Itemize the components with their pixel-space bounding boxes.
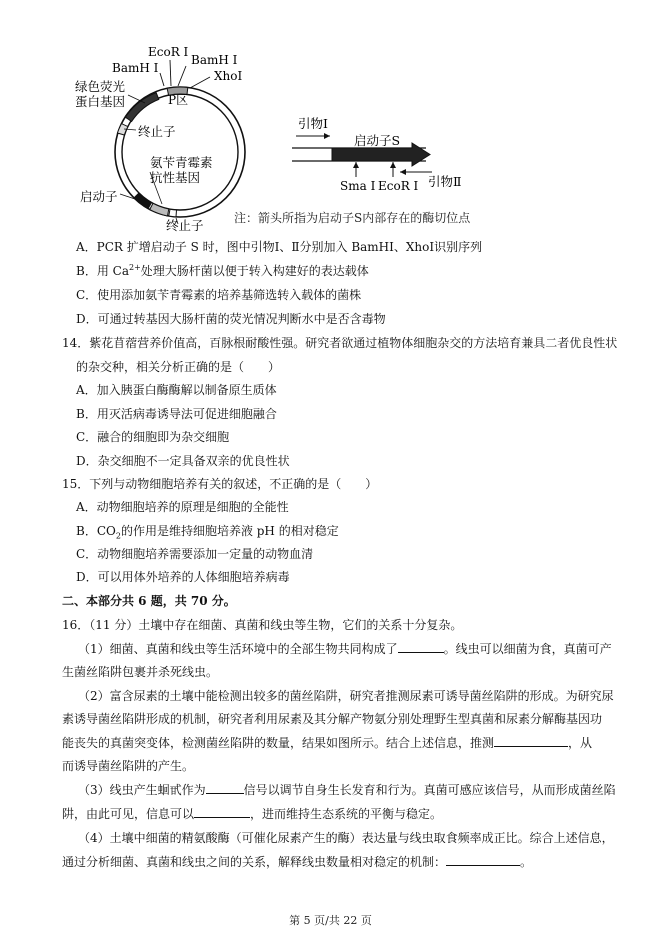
amp-label-line2: 抗性基因 <box>150 170 201 185</box>
primer2-label: 引物Ⅱ <box>428 174 462 189</box>
q16-p4-answer-blank[interactable] <box>446 853 520 866</box>
q15-option-b-pre: B．CO <box>76 524 116 538</box>
q16-p3-d: ，进而维持生态系统的平衡与稳定。 <box>250 807 443 821</box>
q16-p1-a: （1）细菌、真菌和线虫等生活环境中的全部生物共同构成了 <box>78 642 398 656</box>
q16-part4-line2 <box>62 853 532 871</box>
plasmid-xhoi-label: XhoⅠ <box>214 69 243 83</box>
amp-label-line1: 氨苄青霉素 <box>150 155 213 170</box>
q13-option-b-post: 处理大肠杆菌以便于转入构建好的表达载体 <box>140 264 369 278</box>
q16-stem: 16．（11 分）土壤中存在细菌、真菌和线虫等生物，它们的关系十分复杂。 <box>62 618 463 632</box>
q14-option-b: B．用灭活病毒诱导法可促进细胞融合 <box>76 407 277 421</box>
q16-part2-line3 <box>62 734 592 752</box>
q16-p3-answer-blank-1[interactable] <box>206 781 244 794</box>
plasmid-bamhi-left-label: BamH Ⅰ <box>112 61 159 75</box>
q14-option-c: C．融合的细胞即为杂交细胞 <box>76 430 230 444</box>
terminator-lower-segment <box>169 209 177 217</box>
plasmid-bamhi-right-label: BamH Ⅰ <box>191 53 238 67</box>
q15-option-b-post: 的作用是维持细胞培养液 pH 的相对稳定 <box>120 524 339 538</box>
q13-option-d: D．可通过转基因大肠杆菌的荧光情况判断水中是否含毒物 <box>76 312 386 326</box>
q16-p2-d: ，从 <box>568 736 593 750</box>
q16-p4-c: 。 <box>520 855 533 869</box>
primer2-arrowhead <box>400 169 406 175</box>
q15-option-b <box>76 522 339 540</box>
q15-option-b-sub: 2 <box>115 531 121 541</box>
q16-p2-answer-blank[interactable] <box>494 734 568 747</box>
gfp-label-line2: 蛋白基因 <box>75 94 126 109</box>
q15-option-c: C．动物细胞培养需要添加一定量的动物血清 <box>76 547 314 561</box>
q13-option-b-pre: B．用 Ca <box>76 264 129 278</box>
q15-option-d: D．可以用体外培养的人体细胞培养病毒 <box>76 570 290 584</box>
ecori-site-arrowhead <box>390 162 396 168</box>
gfp-gene-segment <box>125 93 158 122</box>
bamhi-left-tick <box>160 73 164 86</box>
q16-part2-line1: （2）富含尿素的土壤中能检测出较多的菌丝陷阱，研究者推测尿素可诱导菌丝陷阱的形成。为研究尿 <box>78 689 614 703</box>
terminator-lower-label: 终止子 <box>166 218 204 233</box>
primer1-arrowhead <box>324 133 330 139</box>
section-2-heading: 二、本部分共 6 题，共 70 分。 <box>62 594 236 608</box>
q13-option-a: A．PCR 扩增启动子 S 时，图中引物Ⅰ、Ⅱ分别加入 BamHⅠ、XhoⅠ识别序列 <box>76 240 483 254</box>
amp-gene-segment <box>150 203 169 216</box>
q16-part3-line1 <box>78 781 616 799</box>
smai-label: Sma Ⅰ <box>340 179 376 193</box>
bamhi-right-tick <box>178 66 186 86</box>
promoter-label: 启动子 <box>80 189 118 204</box>
q16-part2-line2: 素诱导菌丝陷阱形成的机制，研究者利用尿素及其分解产物氨分别处理野生型真菌和尿素分解酶基因功 <box>62 712 603 726</box>
primer1-label: 引物Ⅰ <box>298 116 328 131</box>
q16-part1-line1 <box>78 640 612 658</box>
q15-stem: 15．下列与动物细胞培养有关的叙述，不正确的是（ ） <box>62 477 378 491</box>
q13-option-b-sup: 2+ <box>128 263 141 272</box>
q13-option-b <box>76 262 369 280</box>
q16-part3-line2 <box>62 805 442 823</box>
gfp-label-line1: 绿色荧光 <box>75 79 126 94</box>
q16-p3-answer-blank-2[interactable] <box>194 805 250 818</box>
smai-site-arrowhead <box>353 162 359 168</box>
q13-option-c: C．使用添加氨苄青霉素的培养基筛选转入载体的菌株 <box>76 288 362 302</box>
q16-p4-b: 通过分析细菌、真菌和线虫之间的关系，解释线虫数量相对稳定的机制： <box>62 855 447 869</box>
promoter-segment <box>134 193 152 209</box>
q15-option-a: A．动物细胞培养的原理是细胞的全能性 <box>76 500 289 514</box>
q14-stem-line1: 14．紫花苜蓿营养价值高，百脉根耐酸性强。研究者欲通过植物体细胞杂交的方法培育兼具二者优良性状 <box>62 336 618 350</box>
figure-note: 注：箭头所指为启动子S内部存在的酶切位点 <box>234 211 471 225</box>
q16-part2-line4: 而诱导菌丝陷阱的产生。 <box>62 759 195 773</box>
page-footer: 第 5 页/共 22 页 <box>289 914 372 927</box>
ecori-tick <box>170 60 171 86</box>
q14-option-a: A．加入胰蛋白酶酶解以制备原生质体 <box>76 383 277 397</box>
q16-p1-answer-blank[interactable] <box>398 640 444 653</box>
pcr-ecori-label: EcoR Ⅰ <box>378 179 419 193</box>
promoter-s-label: 启动子S <box>354 133 401 148</box>
q16-p3-c: 阱，由此可见，信息可以 <box>62 807 195 821</box>
q14-option-d: D．杂交细胞不一定具备双亲的优良性状 <box>76 454 290 468</box>
q16-part1-line2: 生菌丝陷阱包裹并杀死线虫。 <box>62 665 219 679</box>
q16-p3-a: （3）线虫产生蛔甙作为 <box>78 783 206 797</box>
q14-stem-line2: 的杂交种，相关分析正确的是（ ） <box>76 360 281 374</box>
p-region-label: P区 <box>168 93 189 107</box>
figure-svg <box>0 0 661 235</box>
figure-area <box>0 0 661 235</box>
q16-part4-line1: （4）土壤中细菌的精氨酸酶（可催化尿素产生的酶）表达量与线虫取食频率成正比。综合上述信息， <box>78 831 614 845</box>
q16-p1-b: 。线虫可以细菌为食，真菌可产 <box>443 642 612 656</box>
plasmid-ecori-label: EcoR Ⅰ <box>148 45 189 59</box>
terminator-upper-label: 终止子 <box>138 124 176 139</box>
q16-p2-c: 能丧失的真菌突变体，检测菌丝陷阱的数量，结果如图所示。结合上述信息，推测 <box>62 736 495 750</box>
xhoi-tick <box>190 77 210 88</box>
q16-p3-b: 信号以调节自身生长发育和行为。真菌可感应该信号，从而形成菌丝陷 <box>243 783 616 797</box>
